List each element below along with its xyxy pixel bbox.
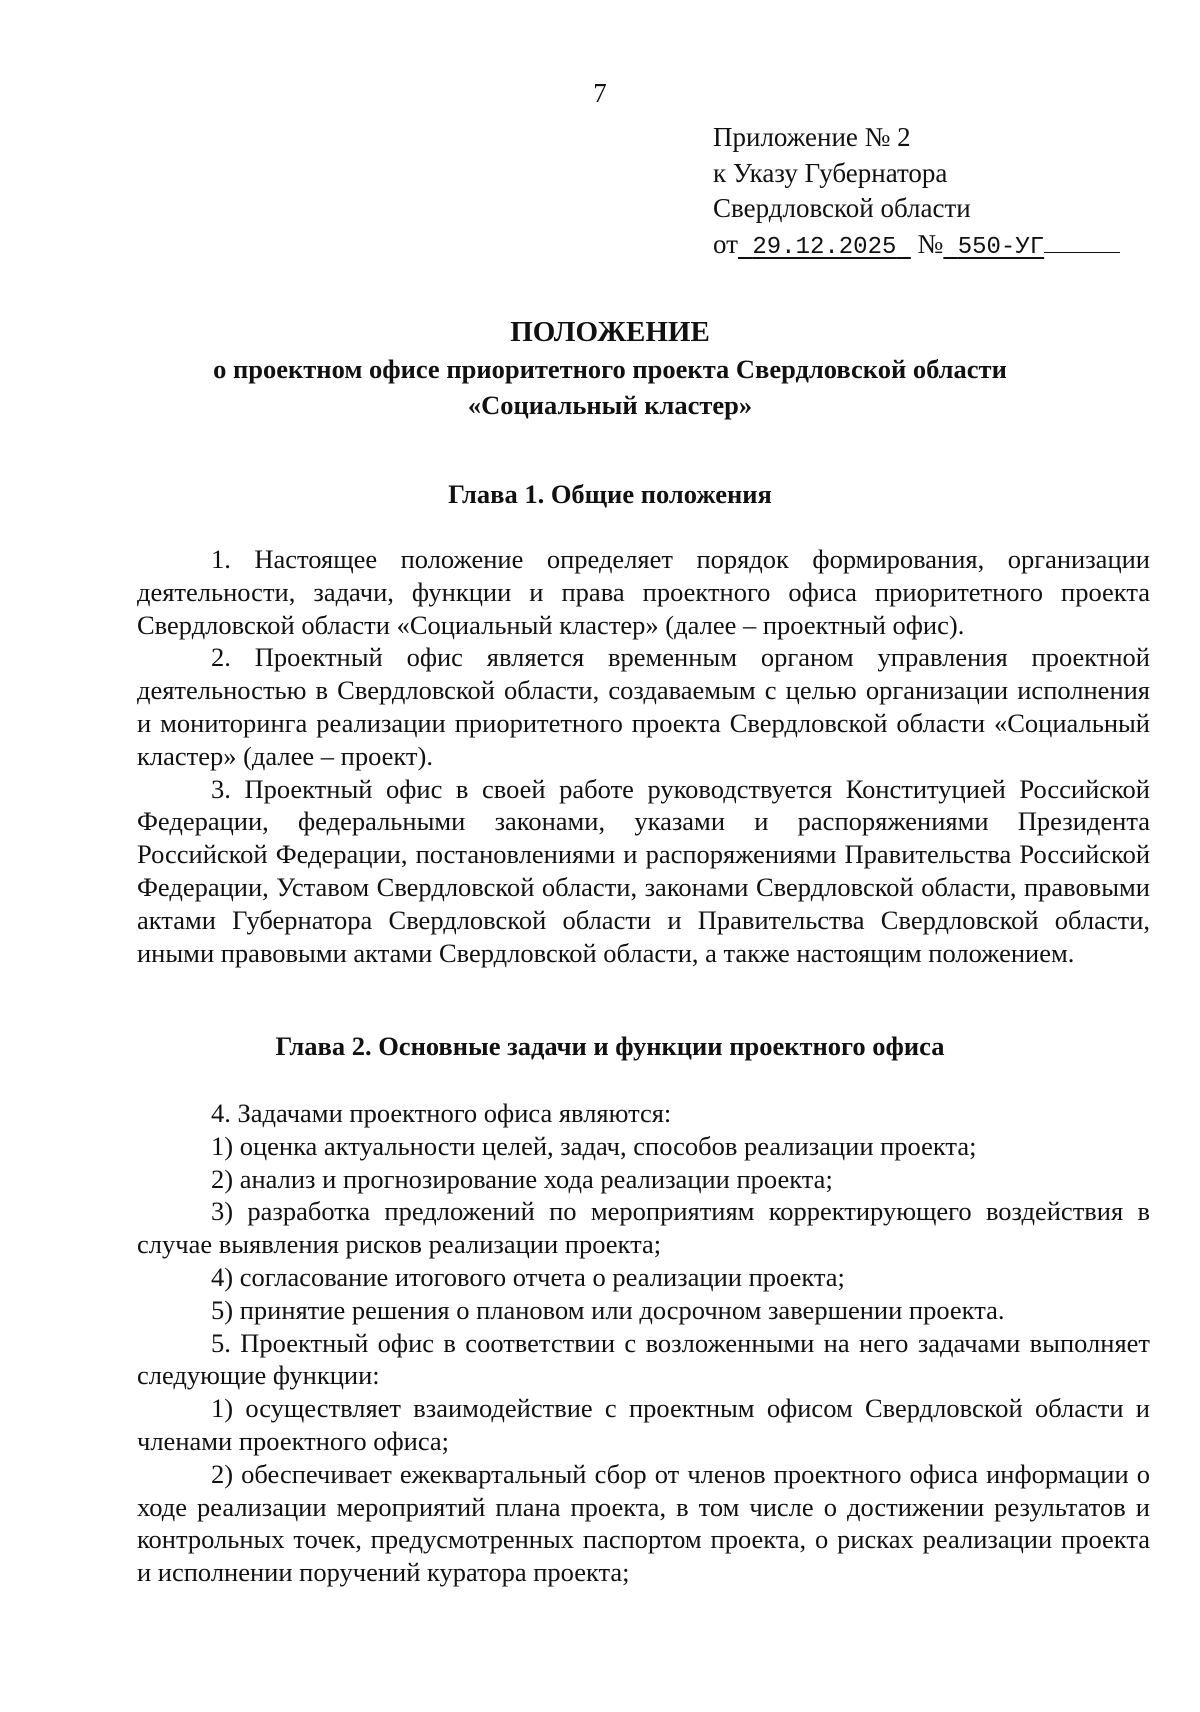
list-item: 2) анализ и прогнозирование хода реализации проекта; [211, 1163, 833, 1194]
decree-number: 550-УГ [957, 233, 1045, 261]
paragraph: 5. Проектный офис в соответствии с возложенными на него задачами выполняет следующие функции: [137, 1327, 1150, 1391]
document-title-block [130, 313, 1090, 423]
appendix-line-1: Приложение № 2 [713, 122, 911, 152]
from-label: от [713, 228, 738, 259]
number-label: № [917, 228, 944, 259]
document-subtitle-line-1: о проектном офисе приоритетного проекта Свердловской области [213, 354, 1007, 384]
number-underline [1044, 251, 1120, 253]
paragraph: 1. Настоящее положение определяет порядок формирования, организации деятельности, задачи, функции и права проектного офиса приоритетного проекта Свердловской области «Социальный кластер» (далее – проектный офис). [137, 544, 1150, 640]
chapter-2-body [137, 1097, 1150, 1589]
decree-date: 29.12.2025 [752, 233, 897, 261]
appendix-line-3: Свердловской области [713, 193, 971, 223]
list-item: 1) оценка актуальности целей, задач, способов реализации проекта; [211, 1130, 977, 1161]
paragraph: 2. Проектный офис является временным органом управления проектной деятельностью в Свердловской области, создаваемым с целью организации исполнения и мониторинга реализации приоритетного проекта Свердловской области «Социальный кластер» (далее – проект). [137, 642, 1150, 771]
list-item: 3) разработка предложений по мероприятиям корректирующего воздействия в случае выявления рисков реализации проекта; [137, 1196, 1150, 1260]
list-item: 4) согласование итогового отчета о реализации проекта; [211, 1261, 845, 1292]
paragraph: 3. Проектный офис в своей работе руководствуется Конституцией Российской Федерации, федеральными законами, указами и распоряжениями Президента Российской Федерации, постановлениями и распоряжениями Правительства Российской Федерации, Уставом Свердловской области, законами Свердловской области, правовыми актами Губернатора Свердловской области и Правительства Свердловской области, иными правовыми актами Свердловской области, а также настоящим положением. [137, 773, 1150, 968]
chapter-2-heading: Глава 2. Основные задачи и функции проектного офиса [275, 1031, 945, 1061]
list-item: 2) обеспечивает ежеквартальный сбор от членов проектного офиса информации о ходе реализации мероприятий плана проекта, в том числе о достижении результатов и контрольных точек, предусмотренных паспортом проекта, о рисках реализации проекта и исполнении поручений куратора проекта; [137, 1458, 1150, 1588]
document-title: ПОЛОЖЕНИЕ [510, 316, 710, 348]
paragraph: 4. Задачами проектного офиса являются: [211, 1098, 672, 1128]
appendix-block [713, 120, 1120, 265]
list-item: 5) принятие решения о плановом или досрочном завершении проекта. [211, 1294, 1005, 1325]
page-number: 7 [593, 78, 607, 108]
list-item: 1) осуществляет взаимодействие с проектным офисом Свердловской области и членами проектного офиса; [137, 1393, 1150, 1456]
chapter-1-body [137, 543, 1150, 969]
appendix-date-line [713, 227, 1120, 266]
chapter-1-heading: Глава 1. Общие положения [448, 479, 772, 509]
appendix-line-2: к Указу Губернатора [713, 157, 948, 188]
document-subtitle-line-2: «Социальный кластер» [467, 390, 753, 420]
